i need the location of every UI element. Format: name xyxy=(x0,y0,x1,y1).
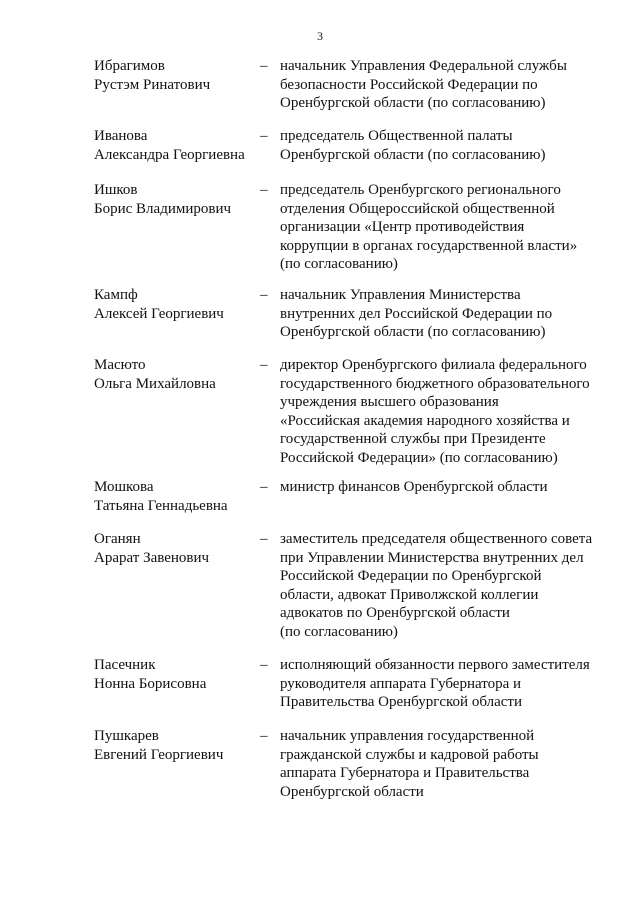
role-line: Российской Федерации по Оренбургской xyxy=(280,568,542,584)
role-line: государственного бюджетного образовательного xyxy=(280,375,590,392)
member-surname: Пушкарев xyxy=(94,728,159,744)
dash-separator: – xyxy=(260,728,268,744)
member-surname: Оганян xyxy=(94,531,141,547)
role-line: организации «Центр противодействия xyxy=(280,219,525,235)
member-role xyxy=(280,356,610,467)
role-line: Российской Федерации» (по согласованию) xyxy=(280,449,558,466)
member-role xyxy=(280,530,610,641)
dash-separator: – xyxy=(260,357,268,373)
member-role xyxy=(280,127,610,164)
role-line: министр финансов Оренбургской области xyxy=(280,479,548,495)
member-given-names: Алексей Георгиевич xyxy=(94,306,224,322)
member-entry xyxy=(0,530,640,650)
member-surname: Масюто xyxy=(94,357,146,373)
member-given-names: Борис Владимирович xyxy=(94,201,232,217)
dash-separator: – xyxy=(260,657,268,673)
member-given-names: Евгений Георгиевич xyxy=(94,747,224,763)
member-given-names: Татьяна Геннадьевна xyxy=(94,498,228,514)
role-line: Оренбургской области (по согласованию) xyxy=(280,324,546,340)
member-given-names: Нонна Борисовна xyxy=(94,676,207,692)
member-surname: Пасечник xyxy=(94,657,156,673)
role-line: начальник управления государственной xyxy=(280,728,535,744)
member-name xyxy=(94,57,264,95)
member-given-names: Арарат Завенович xyxy=(94,550,210,566)
dash-separator: – xyxy=(260,128,268,144)
member-name xyxy=(94,286,264,324)
role-line: адвокатов по Оренбургской области xyxy=(280,605,510,621)
role-line: директор Оренбургского филиала федерального xyxy=(280,357,587,373)
role-line: председатель Общественной палаты xyxy=(280,128,513,144)
role-line: руководителя аппарата Губернатора и xyxy=(280,675,522,692)
role-line: безопасности Российской Федерации по xyxy=(280,76,538,93)
role-line: (по согласованию) xyxy=(280,256,398,272)
role-line: начальник Управления Федеральной службы xyxy=(280,58,567,74)
dash-separator: – xyxy=(260,287,268,303)
member-given-names: Александра Георгиевна xyxy=(94,147,245,163)
member-surname: Ибрагимов xyxy=(94,58,165,74)
member-entry xyxy=(0,727,640,847)
role-line: исполняющий обязанности первого заместителя xyxy=(280,657,590,673)
member-role xyxy=(280,181,610,274)
member-role xyxy=(280,656,610,712)
role-line: Оренбургской области (по согласованию) xyxy=(280,146,546,163)
role-line: заместитель председателя общественного совета xyxy=(280,531,593,547)
role-line: Оренбургской области (по согласованию) xyxy=(280,95,546,111)
role-line: отделения Общероссийской общественной xyxy=(280,200,555,217)
role-line: начальник Управления Министерства xyxy=(280,287,521,303)
role-line: при Управлении Министерства внутренних дел xyxy=(280,549,584,566)
page-number: 3 xyxy=(317,29,323,43)
role-line: (по согласованию) xyxy=(280,623,398,640)
member-name xyxy=(94,656,264,694)
member-role xyxy=(280,478,610,497)
member-role xyxy=(280,57,610,113)
role-line: государственной службы при Президенте xyxy=(280,431,546,447)
role-line: председатель Оренбургского регионального xyxy=(280,182,561,198)
role-line: Оренбургской области xyxy=(280,783,424,800)
member-surname: Мошкова xyxy=(94,479,154,495)
member-name xyxy=(94,727,264,765)
member-given-names: Ольга Михайловна xyxy=(94,376,216,392)
dash-separator: – xyxy=(260,479,268,495)
dash-separator: – xyxy=(260,531,268,547)
member-entry xyxy=(0,181,640,301)
member-surname: Ишков xyxy=(94,182,138,198)
member-role xyxy=(280,727,610,801)
role-line: «Российская академия народного хозяйства и xyxy=(280,412,570,429)
member-surname: Кампф xyxy=(94,287,138,303)
dash-separator: – xyxy=(260,58,268,74)
member-name xyxy=(94,530,264,568)
member-role xyxy=(280,286,610,342)
role-line: Правительства Оренбургской области xyxy=(280,694,522,710)
dash-separator: – xyxy=(260,182,268,198)
role-line: внутренних дел Российской Федерации по xyxy=(280,305,553,322)
role-line: аппарата Губернатора и Правительства xyxy=(280,765,530,781)
member-entry xyxy=(0,356,640,476)
member-name xyxy=(94,478,264,516)
member-name xyxy=(94,356,264,394)
member-name xyxy=(94,181,264,219)
role-line: области, адвокат Приволжской коллегии xyxy=(280,586,539,603)
member-name xyxy=(94,127,264,165)
member-surname: Иванова xyxy=(94,128,148,144)
role-line: учреждения высшего образования xyxy=(280,394,499,410)
member-given-names: Рустэм Ринатович xyxy=(94,77,211,93)
role-line: коррупции в органах государственной власти» xyxy=(280,237,578,254)
role-line: гражданской службы и кадровой работы xyxy=(280,746,539,763)
